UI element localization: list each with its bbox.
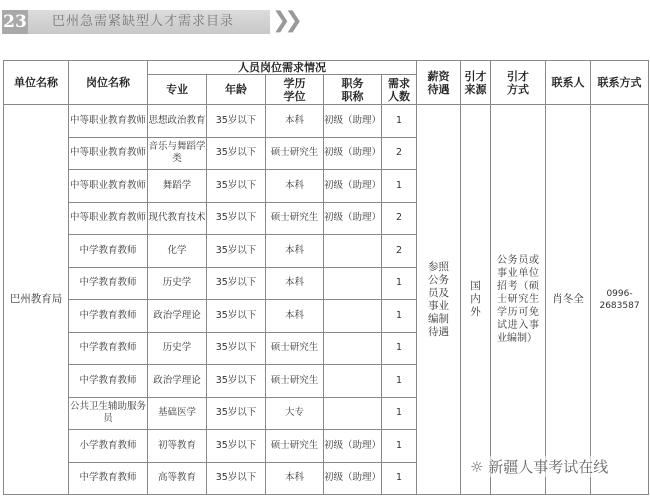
cell-major: 现代教育技术 (148, 202, 207, 235)
cell-title: 初级（助理） (324, 202, 382, 235)
cell-position: 中等职业教育教师 (69, 202, 148, 235)
header-title: 职务 职称 (324, 75, 382, 105)
cell-count: 1 (382, 365, 417, 398)
cell-education: 硕士研究生 (266, 365, 324, 398)
cell-major: 化学 (148, 235, 207, 268)
cell-position: 中学教育教师 (69, 332, 148, 365)
header-salary: 薪资 待遇 (417, 61, 461, 105)
cell-age: 35岁以下 (207, 397, 266, 430)
watermark-text: 新疆人事考试在线 (488, 458, 609, 476)
cell-major: 历史学 (148, 332, 207, 365)
section-title: 巴州急需紧缺型人才需求目录 (52, 14, 235, 29)
cell-age: 35岁以下 (207, 462, 266, 495)
salary-cell: 参照公务员及事业编制待遇 (417, 105, 461, 495)
cell-count: 1 (382, 267, 417, 300)
cell-major: 政治学理论 (148, 365, 207, 398)
cell-position: 中学教育教师 (69, 267, 148, 300)
cell-education: 本科 (266, 462, 324, 495)
cell-major: 音乐与舞蹈学类 (148, 137, 207, 170)
cell-title (324, 235, 382, 268)
header-source: 引才 来源 (461, 61, 491, 105)
cell-count: 1 (382, 170, 417, 203)
cell-title: 初级（助理） (324, 137, 382, 170)
talent-demand-table (3, 60, 649, 495)
cell-major: 政治学理论 (148, 300, 207, 333)
cell-education: 大专 (266, 397, 324, 430)
cell-count: 1 (382, 332, 417, 365)
unit-cell: 巴州教育局 (4, 105, 69, 495)
header-age: 年龄 (207, 75, 266, 105)
cell-title (324, 365, 382, 398)
section-number: 23 (3, 12, 27, 32)
cell-count: 1 (382, 105, 417, 138)
cell-major: 舞蹈学 (148, 170, 207, 203)
cell-age: 35岁以下 (207, 235, 266, 268)
cell-count: 1 (382, 430, 417, 463)
method-cell: 公务员或事业单位招考（硕士研究生学历可免试进入事业编制） (491, 105, 546, 495)
cell-age: 35岁以下 (207, 300, 266, 333)
header-position: 岗位名称 (69, 61, 148, 105)
cell-title (324, 267, 382, 300)
cell-age: 35岁以下 (207, 202, 266, 235)
cell-title (324, 300, 382, 333)
phone-cell: 0996-2683587 (591, 105, 649, 495)
cell-position: 中学教育教师 (69, 235, 148, 268)
cell-count: 1 (382, 462, 417, 495)
source-cell: 国内外 (461, 105, 491, 495)
header-education: 学历 学位 (266, 75, 324, 105)
cell-age: 35岁以下 (207, 430, 266, 463)
cell-education: 本科 (266, 267, 324, 300)
double-chevron-icon: ❯❯ (272, 8, 297, 33)
cell-title (324, 332, 382, 365)
cell-age: 35岁以下 (207, 137, 266, 170)
cell-title: 初级（助理） (324, 105, 382, 138)
cell-position: 中学教育教师 (69, 300, 148, 333)
table-row (4, 105, 649, 138)
cell-title (324, 397, 382, 430)
cell-education: 本科 (266, 235, 324, 268)
header-contact: 联系人 (546, 61, 591, 105)
cell-count: 2 (382, 202, 417, 235)
header-count: 需求 人数 (382, 75, 417, 105)
cell-position: 中等职业教育教师 (69, 170, 148, 203)
cell-count: 1 (382, 397, 417, 430)
cell-position: 中学教育教师 (69, 365, 148, 398)
cell-major: 基础医学 (148, 397, 207, 430)
cell-position: 小学教育教师 (69, 430, 148, 463)
cell-title: 初级（助理） (324, 430, 382, 463)
header-requirements: 人员岗位需求情况 (148, 61, 417, 75)
cell-education: 硕士研究生 (266, 137, 324, 170)
header-method: 引才 方式 (491, 61, 546, 105)
cell-position: 公共卫生辅助服务员 (69, 397, 148, 430)
cell-age: 35岁以下 (207, 365, 266, 398)
cell-count: 2 (382, 137, 417, 170)
cell-position: 中学教育教师 (69, 462, 148, 495)
cell-education: 本科 (266, 105, 324, 138)
cell-age: 35岁以下 (207, 105, 266, 138)
cell-count: 2 (382, 235, 417, 268)
cell-count: 1 (382, 300, 417, 333)
cell-education: 硕士研究生 (266, 430, 324, 463)
cell-education: 硕士研究生 (266, 332, 324, 365)
cell-education: 硕士研究生 (266, 202, 324, 235)
cell-position: 中等职业教育教师 (69, 137, 148, 170)
cell-major: 历史学 (148, 267, 207, 300)
header-unit: 单位名称 (4, 61, 69, 105)
cell-title: 初级（助理） (324, 462, 382, 495)
cell-major: 思想政治教育 (148, 105, 207, 138)
cell-age: 35岁以下 (207, 170, 266, 203)
contact-cell: 肖冬全 (546, 105, 591, 495)
cell-education: 本科 (266, 300, 324, 333)
cell-position: 中等职业教育教师 (69, 105, 148, 138)
cell-age: 35岁以下 (207, 332, 266, 365)
cell-age: 35岁以下 (207, 267, 266, 300)
header-phone: 联系方式 (591, 61, 649, 105)
cell-education: 本科 (266, 170, 324, 203)
watermark: ☼ 新疆人事考试在线 (470, 458, 609, 476)
header-major: 专业 (148, 75, 207, 105)
cell-title: 初级（助理） (324, 170, 382, 203)
cell-major: 高等教育 (148, 462, 207, 495)
cell-major: 初等教育 (148, 430, 207, 463)
